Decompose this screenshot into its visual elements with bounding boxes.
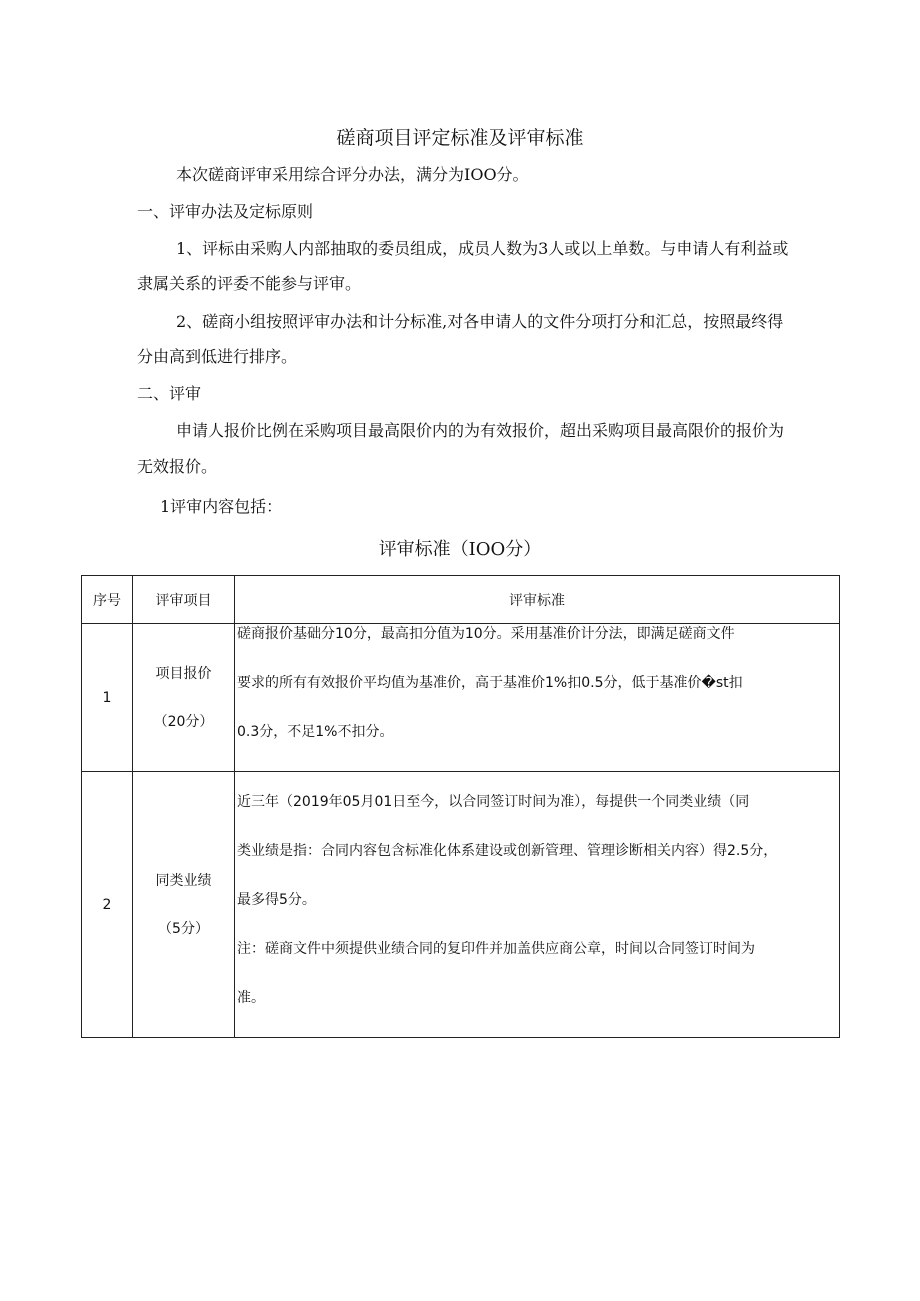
section2-para1-line2: 无效报价。 <box>137 457 218 476</box>
table-header-row <box>82 576 840 624</box>
header-item: 评审项目 <box>133 576 235 624</box>
criteria-line: 类业绩是指：合同内容包含标准化体系建设或创新管理、管理诊断相关内容）得2.5分， <box>237 843 778 859</box>
row-item-name: 同类业绩 <box>155 872 212 889</box>
table-row <box>82 772 840 1038</box>
section1-heading: 一、评审办法及定标原则 <box>137 202 314 221</box>
header-criteria: 评审标准 <box>235 576 840 624</box>
section2-heading: 二、评审 <box>137 384 202 403</box>
section1-para2-line1: 2、磋商小组按照评审办法和计分标准,对各申请人的文件分项打分和汇总，按照最终得 <box>176 312 784 331</box>
header-no: 序号 <box>82 576 133 624</box>
section1-para1-line1: 1、评标由采购人内部抽取的委员组成，成员人数为3人或以上单数。与申请人有利益或 <box>176 239 789 258</box>
evaluation-table <box>81 575 840 1038</box>
criteria-line: 0.3分，不足1%不扣分。 <box>237 724 394 740</box>
criteria-line: 磋商报价基础分10分，最高扣分值为10分。采用基准价计分法，即满足磋商文件 <box>237 626 735 642</box>
row-criteria <box>235 624 840 772</box>
criteria-line: 准。 <box>237 990 265 1006</box>
section1-para2-line2: 分由高到低进行排序。 <box>137 347 298 366</box>
row-item <box>133 772 235 1038</box>
row-item <box>133 624 235 772</box>
section1-para1-line2: 隶属关系的评委不能参与评审。 <box>137 274 362 293</box>
row-criteria <box>235 772 840 1038</box>
section2-para2: 1评审内容包括： <box>160 497 283 516</box>
row-item-score: （5分） <box>158 920 209 937</box>
table-row <box>82 624 840 772</box>
criteria-line: 最多得5分。 <box>237 892 316 908</box>
row-item-score: （20分） <box>153 713 214 730</box>
section2-para1-line1: 申请人报价比例在采购项目最高限价内的为有效报价，超出采购项目最高限价的报价为 <box>176 421 785 440</box>
criteria-line: 注：磋商文件中须提供业绩合同的复印件并加盖供应商公章，时间以合同签订时间为 <box>237 941 755 957</box>
row-no: 1 <box>82 624 133 772</box>
row-no: 2 <box>82 772 133 1038</box>
criteria-line: 近三年（2019年05月01日至今，以合同签订时间为准），每提供一个同类业绩（同 <box>237 794 750 810</box>
intro-paragraph: 本次磋商评审采用综合评分办法，满分为IOO分。 <box>176 165 529 184</box>
criteria-line: 要求的所有有效报价平均值为基准价，高于基准价1%扣0.5分，低于基准价�st扣 <box>237 675 743 691</box>
document-title: 磋商项目评定标准及评审标准 <box>336 127 584 149</box>
row-item-name: 项目报价 <box>155 665 212 682</box>
table-title: 评审标准（IOO分） <box>378 539 542 560</box>
